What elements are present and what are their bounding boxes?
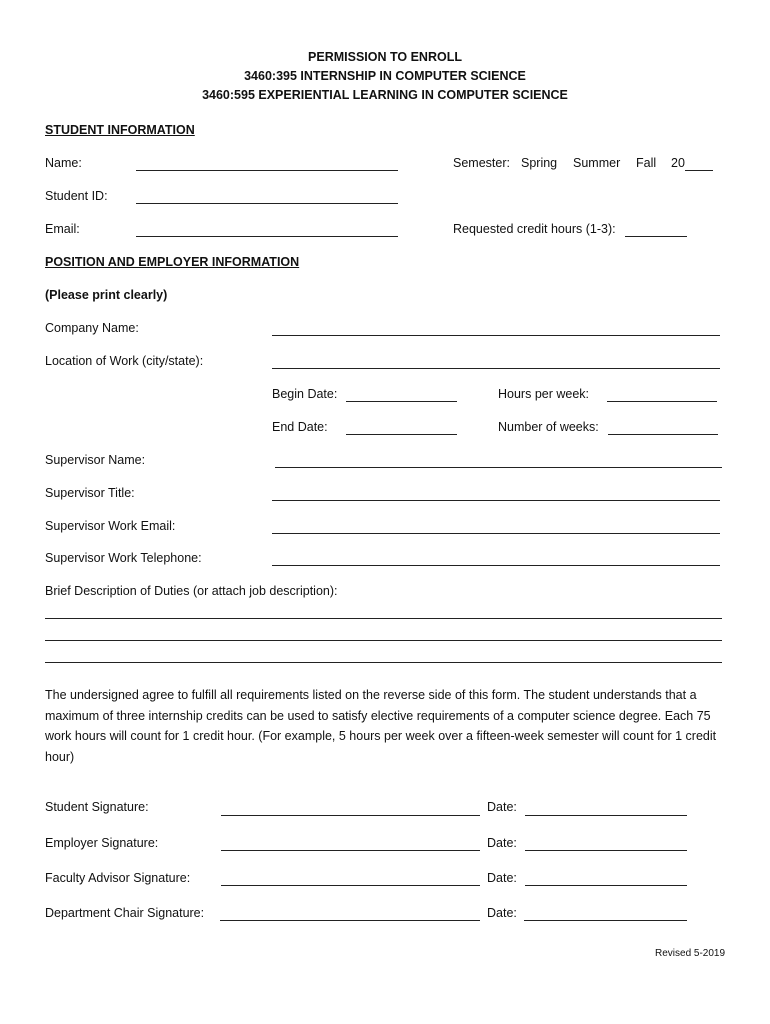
faculty-date-label: Date: bbox=[487, 871, 517, 885]
duties-line-3[interactable] bbox=[45, 662, 722, 663]
credit-hours-field[interactable] bbox=[625, 236, 687, 237]
begin-date-label: Begin Date: bbox=[272, 387, 338, 401]
form-title-line-1: PERMISSION TO ENROLL bbox=[308, 50, 462, 64]
hours-per-week-label: Hours per week: bbox=[498, 387, 590, 401]
faculty-date-field[interactable] bbox=[525, 885, 687, 886]
employer-date-label: Date: bbox=[487, 836, 517, 850]
supervisor-phone-label: Supervisor Work Telephone: bbox=[45, 551, 202, 565]
employer-signature-label: Employer Signature: bbox=[45, 836, 159, 850]
duties-label: Brief Description of Duties (or attach job description): bbox=[45, 584, 338, 598]
chair-signature-label: Department Chair Signature: bbox=[45, 906, 205, 920]
credit-hours-label: Requested credit hours (1-3): bbox=[453, 222, 616, 236]
chair-date-field[interactable] bbox=[524, 920, 687, 921]
supervisor-title-field[interactable] bbox=[272, 500, 720, 501]
supervisor-title-label: Supervisor Title: bbox=[45, 486, 135, 500]
student-id-field[interactable] bbox=[136, 203, 398, 204]
student-id-label: Student ID: bbox=[45, 189, 108, 203]
student-date-label: Date: bbox=[487, 800, 517, 814]
name-field[interactable] bbox=[136, 170, 398, 171]
form-title-line-2: 3460:395 INTERNSHIP IN COMPUTER SCIENCE bbox=[244, 69, 526, 83]
employer-info-heading: POSITION AND EMPLOYER INFORMATION bbox=[45, 255, 300, 269]
hours-per-week-field[interactable] bbox=[607, 401, 717, 402]
end-date-label: End Date: bbox=[272, 420, 328, 434]
supervisor-phone-field[interactable] bbox=[272, 565, 720, 566]
employer-signature-field[interactable] bbox=[221, 850, 480, 851]
form-title-line-3: 3460:595 EXPERIENTIAL LEARNING IN COMPUTER SCIENCE bbox=[202, 88, 568, 102]
semester-year-field[interactable] bbox=[685, 170, 713, 171]
email-label: Email: bbox=[45, 222, 80, 236]
student-date-field[interactable] bbox=[525, 815, 687, 816]
semester-option-fall[interactable]: Fall bbox=[636, 156, 657, 170]
revised-note: Revised 5-2019 bbox=[655, 948, 726, 959]
location-label: Location of Work (city/state): bbox=[45, 354, 204, 368]
begin-date-field[interactable] bbox=[346, 401, 457, 402]
employer-date-field[interactable] bbox=[525, 850, 687, 851]
duties-line-2[interactable] bbox=[45, 640, 722, 641]
company-name-field[interactable] bbox=[272, 335, 720, 336]
faculty-signature-field[interactable] bbox=[221, 885, 480, 886]
semester-option-spring[interactable]: Spring bbox=[521, 156, 558, 170]
student-signature-field[interactable] bbox=[221, 815, 480, 816]
chair-signature-field[interactable] bbox=[220, 920, 480, 921]
agreement-paragraph: The undersigned agree to fulfill all requirements listed on the reverse side of this form. The student understands that a maximum of three internship credits can be used to satisfy elective requirements of a computer science degree. Each 75 work hours will count for 1 credit hour. (For example, 5 hours per week over a fifteen-week semester will count for 1 credit hour) bbox=[45, 688, 717, 764]
number-of-weeks-field[interactable] bbox=[608, 434, 718, 435]
student-signature-label: Student Signature: bbox=[45, 800, 149, 814]
faculty-signature-label: Faculty Advisor Signature: bbox=[45, 871, 191, 885]
number-of-weeks-label: Number of weeks: bbox=[498, 420, 599, 434]
chair-date-label: Date: bbox=[487, 906, 517, 920]
semester-option-summer[interactable]: Summer bbox=[573, 156, 621, 170]
supervisor-email-label: Supervisor Work Email: bbox=[45, 519, 176, 533]
semester-year-prefix: 20 bbox=[671, 156, 685, 170]
supervisor-email-field[interactable] bbox=[272, 533, 720, 534]
semester-label: Semester: bbox=[453, 156, 510, 170]
name-label: Name: bbox=[45, 156, 82, 170]
student-info-heading: STUDENT INFORMATION bbox=[45, 123, 195, 137]
supervisor-name-label: Supervisor Name: bbox=[45, 453, 146, 467]
company-name-label: Company Name: bbox=[45, 321, 139, 335]
location-field[interactable] bbox=[272, 368, 720, 369]
duties-line-1[interactable] bbox=[45, 618, 722, 619]
print-clearly-note: (Please print clearly) bbox=[45, 288, 168, 302]
end-date-field[interactable] bbox=[346, 434, 457, 435]
email-field[interactable] bbox=[136, 236, 398, 237]
supervisor-name-field[interactable] bbox=[275, 467, 722, 468]
